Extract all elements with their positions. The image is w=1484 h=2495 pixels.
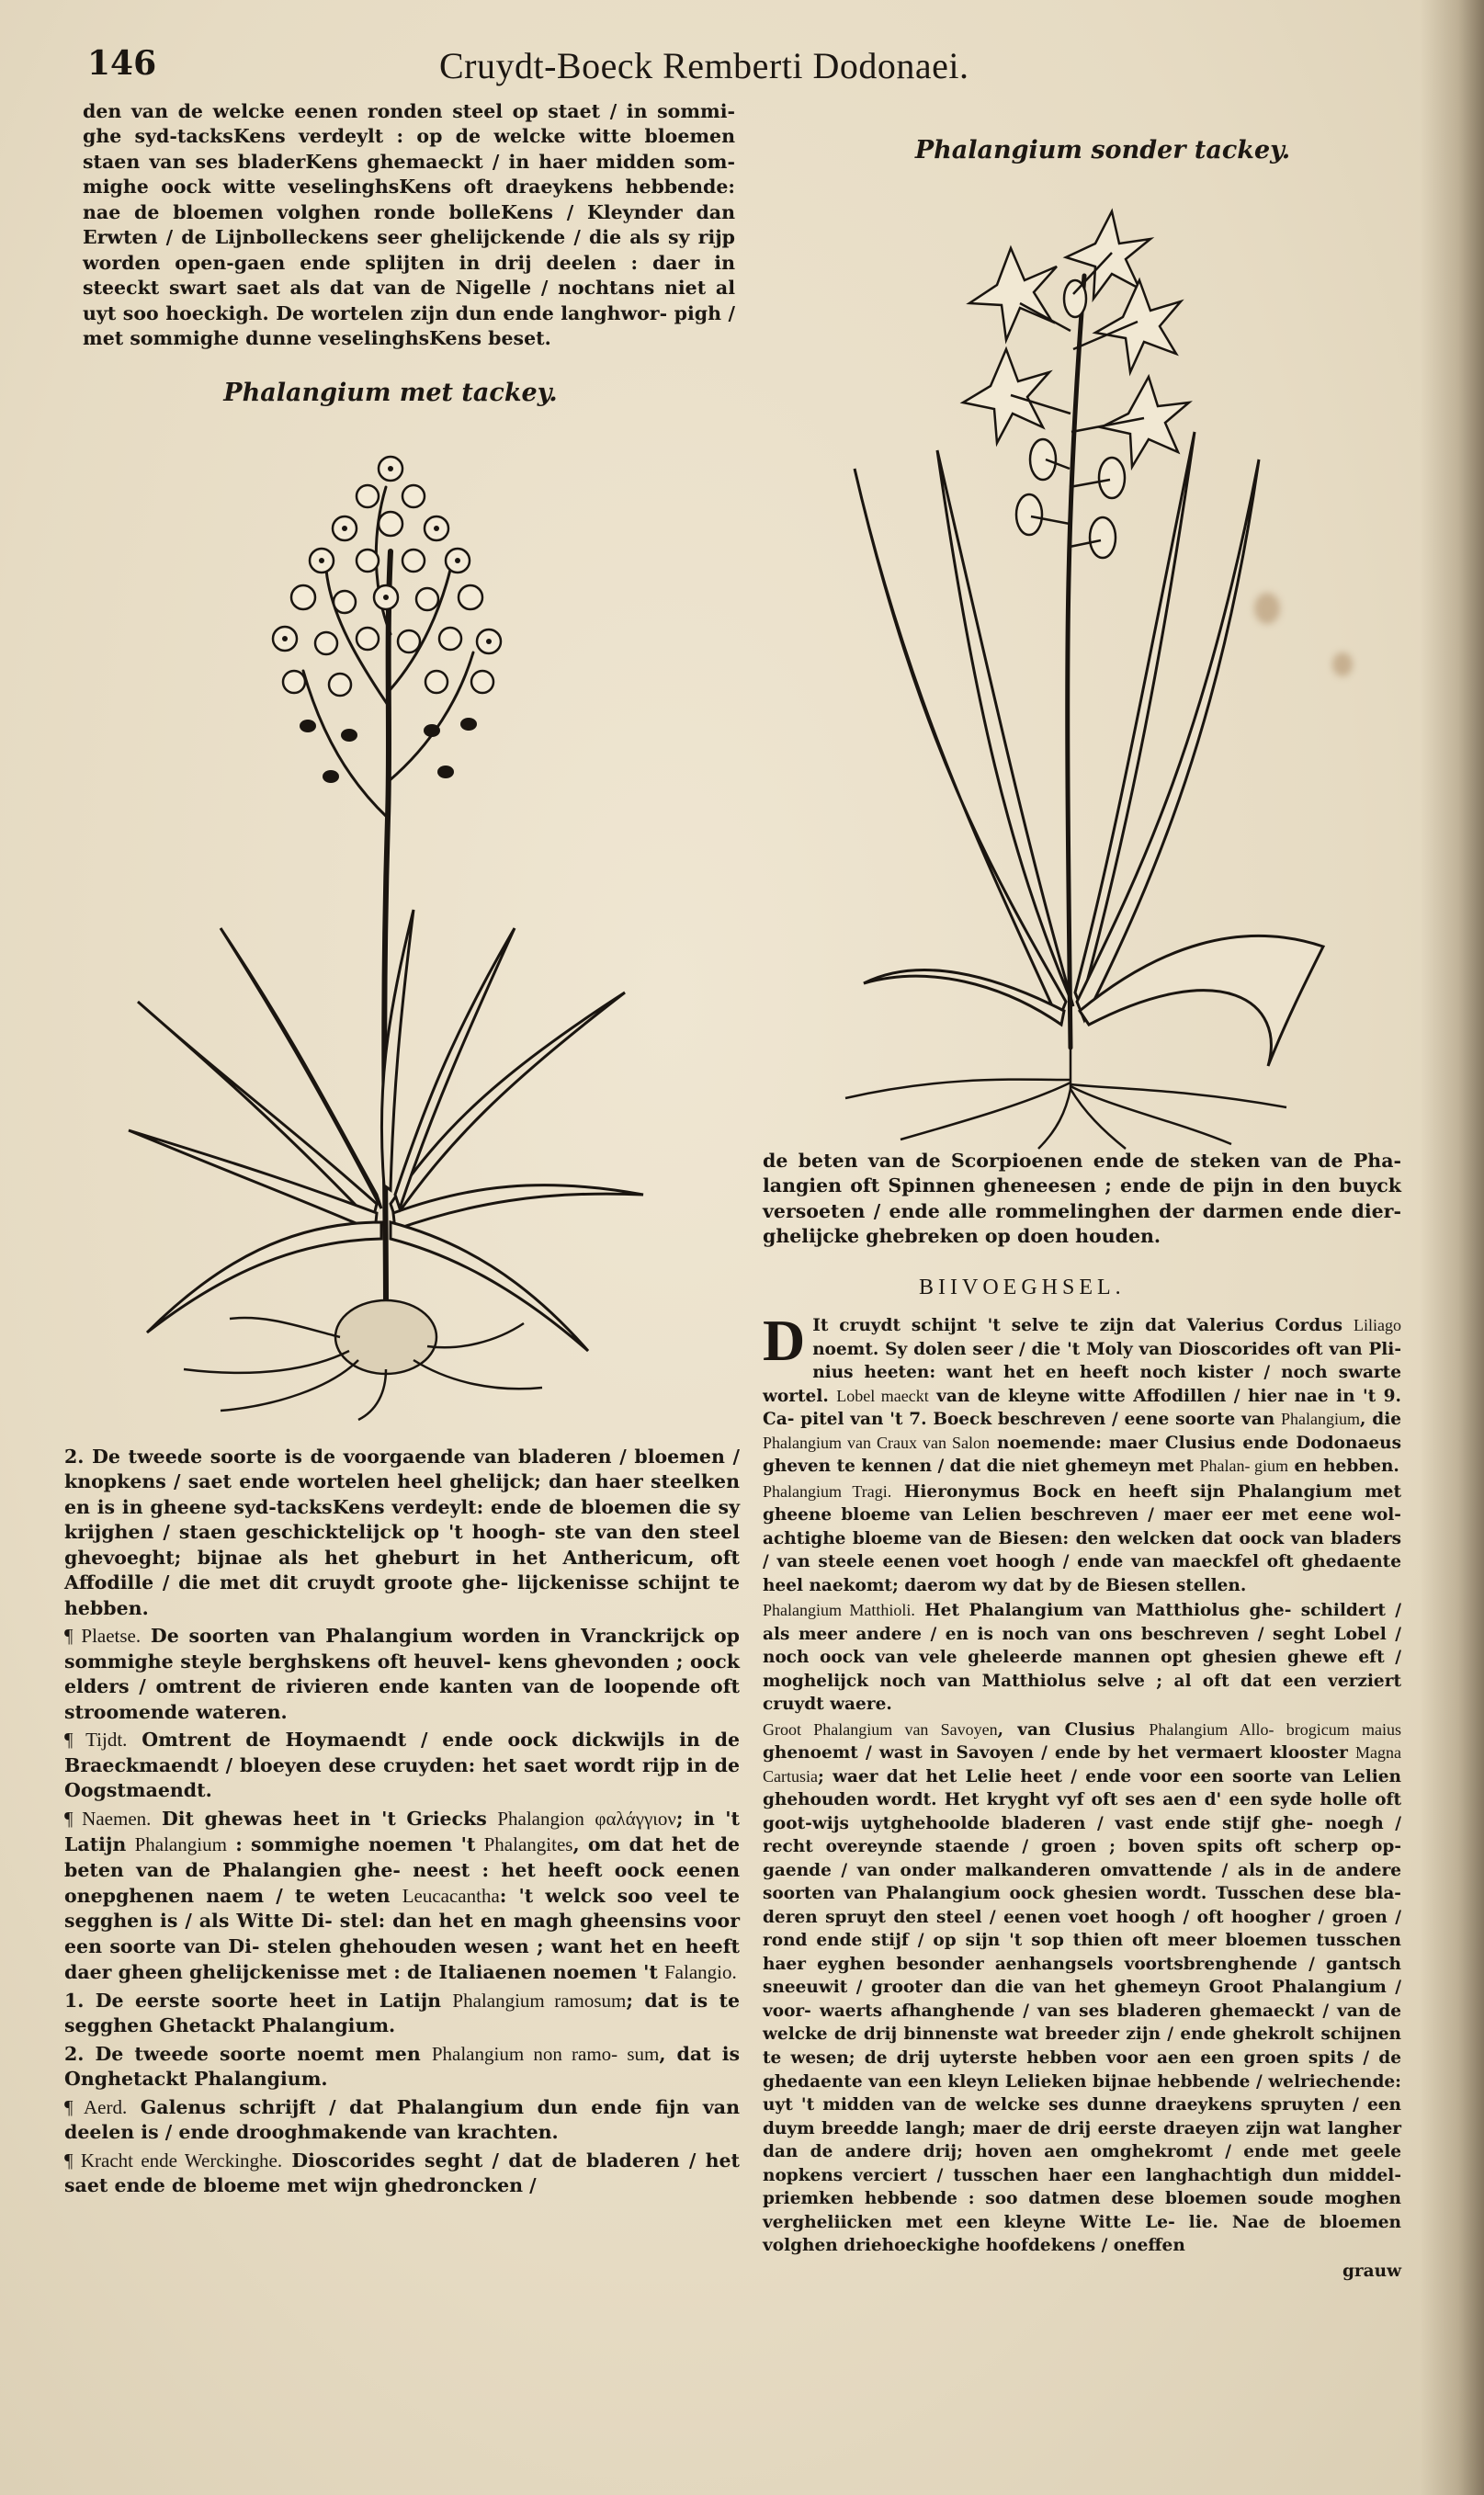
running-title: Cruydt-Boeck Remberti Dodonaei. [439,45,969,86]
phalangium-unbranched-illustration [809,193,1360,1158]
paragraph-second-kind [64,1445,740,1621]
paragraph-plaetse [64,1623,740,1725]
paragraph-text: Het Phalangium van Matthiolus ghe- schildert / als meer andere / en is noch van ons beschreven / seght Lobel / noch oock van vele gheleerde mannen opt ghesien ghewe eft / moghelijck noch van Matthiolus selve ; al oft dat een verziert cruydt waere. [763,1601,1401,1715]
section-label: ¶ Aerd. [64,2095,128,2118]
paragraph-aerd [64,2094,740,2146]
latin-term: Liliago [1354,1316,1401,1334]
left-top-paragraph [83,99,735,354]
latin-term: Falangio. [664,1961,737,1984]
section-label: ¶ Plaetse. [64,1625,142,1648]
latin-term: Phalangium [134,1833,227,1856]
left-lower-text [64,1445,740,2201]
section-label: ¶ Tijdt. [64,1729,128,1752]
latin-term: Phalangium Allo- brogicum maius [1149,1719,1401,1739]
latin-term: Phalangion [497,1807,584,1830]
paragraph-text: Omtrent de Hoymaendt / ende oock dickwijls in de Braeckmaendt / bloeyen dese cruyden: het saet wordt rijp in de Oogstmaendt. [64,1729,740,1802]
paragraph-naemen [64,1806,740,1986]
right-bijvoeghsel-text [763,1308,1402,2285]
page-number: 146 [87,44,157,83]
latin-term: Leucacantha [402,1884,500,1907]
latin-term: Phalan- gium [1199,1457,1288,1476]
paragraph-text: It cruydt schijnt 't selve te zijn dat Valerius Cordus [812,1316,1343,1335]
paragraph-text: noemende: maer Clusius ende Dodonaeus gheven te kennen / dat die niet ghemeyn met [763,1433,1401,1477]
section-label: ¶ Kracht ende Werckinghe. [64,2149,283,2172]
paragraph-text: , van Clusius [997,1719,1136,1740]
paragraph-text: : sommighe noemen 't [235,1833,476,1856]
section-heading: BIIVOEGHSEL. [919,1276,1126,1299]
catchword: grauw [1342,2261,1401,2281]
paragraph-tragi [763,1480,1401,1598]
paragraph-text: en hebben. [1294,1457,1399,1477]
paragraph-text: Dit ghewas heet in 't Griecks [161,1807,487,1830]
paragraph-matthioli [763,1599,1401,1717]
paragraph-text: Hieronymus Bock en heeft sijn Phalangium met gheene bloeme van Lelien beschreven / maer eer met eene wol- achtighe bloeme van de Biesen: den welcken dat oock van bladers / van steele eenen voet hoogh / ende van maeckfel oft ghedaente heel naekomt; daerom wy dat by de Biesen stellen. [763,1481,1401,1595]
latin-term: Phalangium Matthioli. [763,1601,915,1620]
section-label: ¶ Naemen. [64,1807,152,1830]
paragraph-text: van de kleyne witte Affodillen / hier nae in 't 9. Ca- pitel van 't 7. Boeck beschreven / eene soorte van [763,1386,1401,1430]
paragraph-text: , om dat het de beten van de Phalangien ghe- neest : het heeft oock eenen onepghenen naem / te weten [64,1833,741,1907]
paragraph-tijdt [64,1727,740,1803]
greek-term: φαλάγγιον [595,1807,676,1830]
paragraph-text: ; waer dat het Lelie heet / ende voor een soorte van Lelien ghehouden wordt. Het kryght vyf oft ses aen d' een syde holle oft goot-wijs uytghehoolde bladeren / vast ende stijf ghe- noegh / recht overeynde staende / groen ; boven spits oft scherp op- gaende / van onder malkanderen omvattende / als in de andere soorten van Phalangium oock ghesien wordt. Tusschen dese bla- deren spruyt den steel / eenen voet hoogh / oft hoogher / groen / rond ende stijf / op sijn 't sop thien oft meer bloemen tusschen haer eyghen besonder aenhangsels voortsbrenghende / gantsch sneeuwit / grooter dan die van het ghemeyn Groot Phalangium / voor- waerts afhanghende / van ses bladeren ghemaeckt / van de welcke de drij binnenste wat breeder zijn / ende ghekrolt schijnen te wesen; de drij uyterste hebben voor aen een groen spits / de ghedaente van een kleyn Lelieken bijnae hebbende / welriechende: uyt 't midden van de welcke ses dunne draeykens spruyten / een duym breedde langh; maer de drij eerste draeyen zijn wat langher dan de andere drij; hoven aen omghekromt / ende met geele nopkens verciert / tusschen haer een langhachtigh dun middel-priemken hebbende : soo datmen dese bloemen soude moghen vergheliicken met een kleyne Witte Le- lie. Nae de bloemen volghen driehoeckighe hoofdekens / oneffen [763,1766,1401,2256]
latin-term: Phalangites [483,1833,573,1856]
paragraph-text: , die [1360,1410,1402,1430]
latin-term: Phalangium Tragi. [763,1481,892,1501]
paragraph-text: De tweede soorte is de voorgaende van bladeren / bloemen / knopkens / saet ende wortelen heel ghelijck; dan haer steelken en is in gheene syd-tacksKens verdeylt: ende de bloemen die sy krijghen / staen geschicktelijck op 't hoogh- ste van den steel ghevoeght; bijnae als het gheburt in het Anthericum, oft Affodille / die met dit cruydt groote ghe- lijckenisse schijnt te hebben. [64,1446,740,1619]
paragraph-text: 2. De tweede soorte noemt men [64,2042,421,2065]
phalangium-branched-illustration [110,432,662,1424]
page-gutter-shadow [1420,0,1484,2495]
paragraph-text: De soorten van Phalangium worden in Vranckrijck op sommighe steyle berghskens oft heuvel- kens ghevonden ; oock elders / omtrent de rivieren ende kanten van de loopende oft stroomende wateren. [64,1625,741,1723]
latin-term: Magna Cartusia [763,1743,1401,1786]
paragraph-name-1 [64,1988,740,2039]
paragraph-text: Dioscorides seght / dat de bladeren / het saet ende de bloeme met wijn ghedroncken / [64,2149,741,2197]
paragraph-text: ; dat is te segghen Ghetackt Phalangium. [64,1989,741,2037]
latin-term: Phalangium non ramo- sum [431,2042,660,2065]
paragraph-kracht [64,2148,740,2199]
right-figure-caption: Phalangium sonder tackey. [914,136,1291,164]
paragraph-name-2 [64,2041,740,2092]
latin-term: Lobel maeckt [836,1386,929,1405]
drop-cap: D [763,1308,806,1373]
paragraph-text: noemt. Sy dolen seer / die 't Moly van Dioscorides oft van Pli- nius heeten: want het en heeft noch kister / noch swarte wortel. [763,1339,1401,1406]
right-continuation-text [763,1149,1401,1252]
paragraph-text: ; in 't Latijn [64,1807,741,1856]
paragraph-text: ghenoemt / wast in Savoyen / ende by het vermaert klooster [763,1743,1348,1764]
paragraph-text: den van de welcke eenen ronden steel op staet / in sommi- ghe syd-tacksKens verdeylt : op de welcke witte bloemen staen van ses bladerKens ghemaeckt / in haer midden som- mighe oock witte veselinghsKens oft draeykens hebbende: nae de bloemen volghen ronde bolleKens / Kleynder dan Erwten / de Lijnbolleckens seer ghelijckende / die als sy rijp worden open-gaen ende splijten in drij deelen : daer in steeckt swart saet als dat van de Nigelle / nochtans niet al uyt soo hoeckigh. De wortelen zijn dun ende langhwor- pigh / met sommighe dunne veselinghsKens beset. [83,100,735,350]
latin-term: Phalangium ramosum [452,1989,627,2012]
latin-term: Phalangium van Craux van Salon [763,1433,991,1452]
paragraph-text: 1. De eerste soorte heet in Latijn [64,1989,442,2012]
para-number: 2. [64,1446,85,1468]
latin-term: Phalangium [1281,1410,1361,1429]
left-figure-caption: Phalangium met tackey. [223,379,558,407]
latin-term: Groot Phalangium van Savoyen [763,1719,998,1739]
paragraph-text: , dat is Onghetackt Phalangium. [64,2042,741,2091]
paragraph-liliago [763,1308,1402,1479]
paragraph-text: de beten van de Scorpioenen ende de steken van de Pha- langien oft Spinnen gheneesen ; ende de pijn in den buyck versoeten / ende alle rommelinghen der darmen ende dier- ghelijcke ghebreken op doen houden. [763,1150,1401,1248]
paragraph-text: : 't welck soo veel te segghen is / als Witte Di- stel: dan het en magh gheensins voor een soorte van Di- stelen ghehouden wesen ; want het en heeft daer gheen ghelijckenisse met : de Italiaenen noemen 't [64,1884,740,1984]
paragraph-savoyen [763,1718,1401,2258]
paragraph-text: Galenus schrijft / dat Phalangium dun ende fijn van deelen is / ende drooghmakende van krachten. [64,2095,740,2144]
